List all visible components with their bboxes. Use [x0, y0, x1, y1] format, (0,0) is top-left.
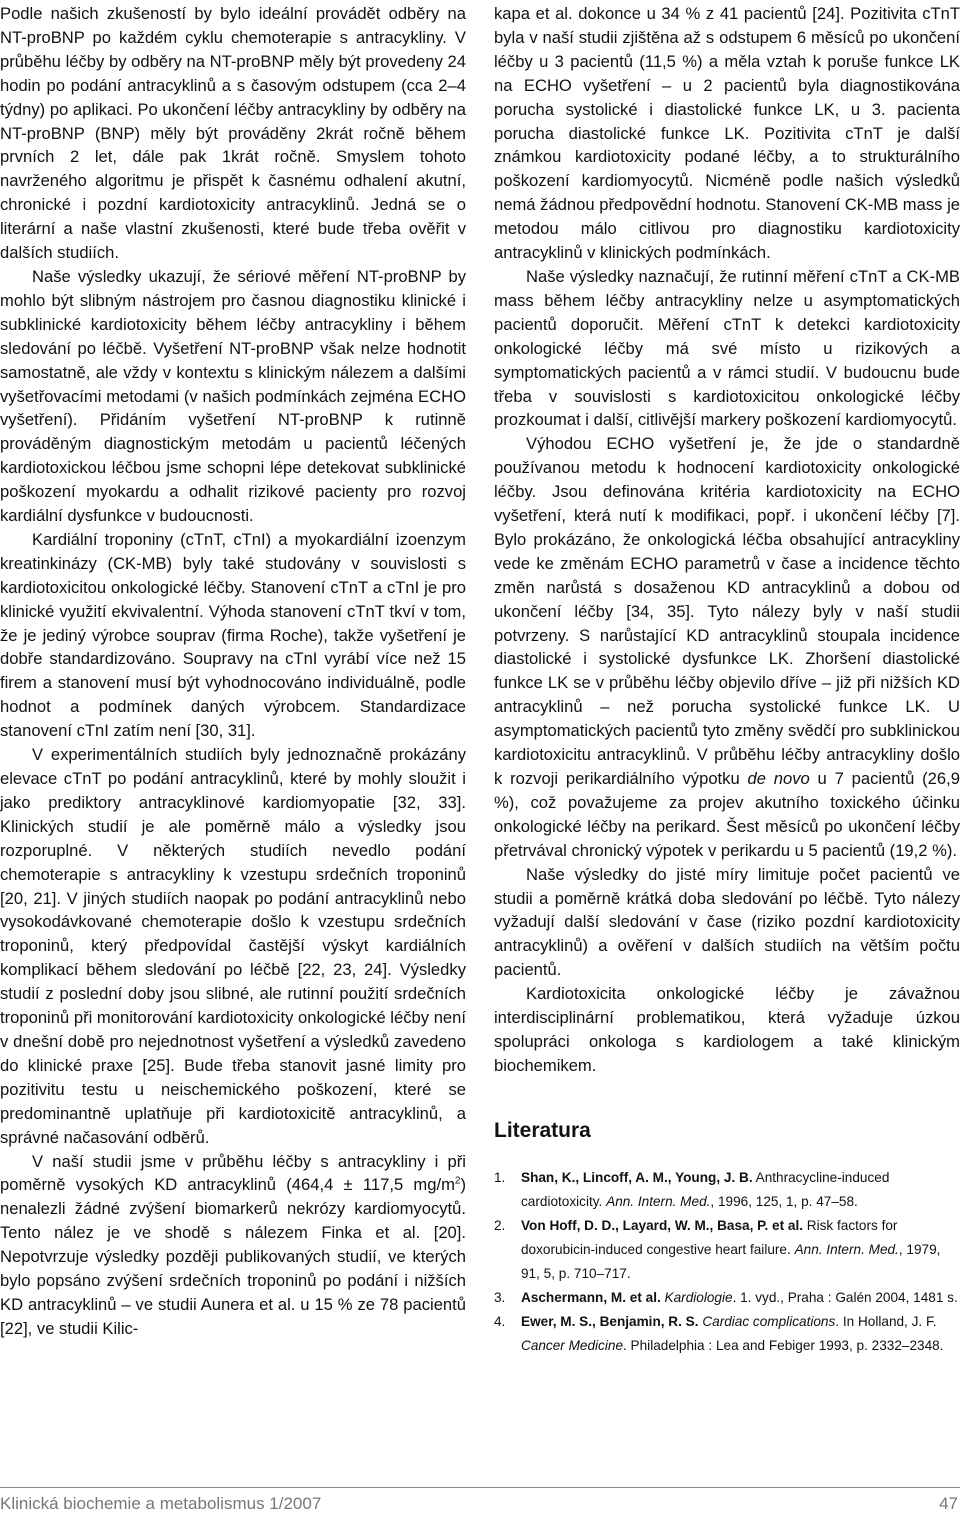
paragraph: Naše výsledky naznačují, že rutinní měření cTnT a CK-MB mass během léčby antracykliny nelze u asymptomatických pacientů doporučit. Měření cTnT k detekci kardiotoxicity onkologické léčby má své místo u rizikových a symptomatických pacientů a v rámci studií. V budoucnu bude třeba v souvislosti s kardiotoxicitou onkologické léčby prozkoumat i další, citlivější markery poškození kardiomyocytů. [494, 266, 960, 430]
paragraph: Kardiotoxicita onkologické léčby je závažnou interdisciplinární problematikou, která vyžaduje úzkou spolupráci onkologa s kardiologem a také klinickým biochemikem. [494, 984, 960, 1075]
reference-item [494, 1214, 960, 1286]
footer-divider [0, 1487, 960, 1488]
reference-journal: Ann. Intern. Med. [794, 1241, 899, 1257]
paragraph [0, 1150, 466, 1341]
footer-page-number: 47 [939, 1494, 958, 1513]
reference-number: 4. [494, 1313, 506, 1329]
text-run: ) nenalezli žádné zvýšení biomarkerů nekrózy kardiomyocytů. Tento nález je ve shodě s nálezem Finka et al. [20]. Nepotvrzuje výsledky později publikovaných studií, ve kterých bylo popsáno zvýšení srdečních troponinů po podání i nižších KD antracyklinů – ve studii Aunera et al. u 15 % ze 78 pacientů [22], ve studii Kilic- [0, 1175, 466, 1338]
reference-authors: Shan, K., Lincoff, A. M., Young, J. B. [521, 1169, 753, 1185]
reference-number: 3. [494, 1289, 506, 1305]
paragraph [494, 432, 960, 862]
reference-list [494, 1166, 960, 1358]
references-heading: Literatura [494, 1118, 591, 1142]
reference-details: . 1. vyd., Praha : Galén 2004, 1481 s. [732, 1289, 958, 1305]
superscript: 2 [454, 1175, 461, 1187]
reference-details: , 1996, 125, 1, p. 47–58. [710, 1193, 858, 1209]
paragraph: kapa et al. dokonce u 34 % z 41 pacientů [24]. Pozitivita cTnT byla v naší studii zjištěna až s odstupem 6 měsíců po ukončení léčby u 3 pacientů (11,5 %) a měla vztah k poruše funkce LK na ECHO vyšetření – u 2 pacientů byla diagnostikována porucha systolické i diastolické funkce LK, u 3. pacienta porucha diastolické funkce LK. Pozitivita cTnT je další známkou kardiotoxicity podané léčby, a to strukturálního poškození kardiomyocytů. Nicméně podle našich výsledků nemá žádnou předpovědní hodnotu. Stanovení CK-MB mass je metodou málo citlivou pro diagnostiku kardiotoxicity antracyklinů v klinických podmínkách. [494, 4, 960, 263]
paragraph: Kardiální troponiny (cTnT, cTnI) a myokardiální izoenzym kreatinkinázy (CK-MB) byly také studovány v souvislosti s kardiotoxicitou onkologické léčby. Stanovení cTnT a cTnI je pro klinické využití ekvivalentní. Výhoda stanovení cTnT tkví v tom, že je jediný výrobce souprav (firma Roche), takže vyšetření je dobře standardizováno. Soupravy na cTnI vyrábí více než 15 firem a stanovení musí být vyhodnocováno individuálně, podle hodnot a podmínek daných výrobcem. Standardizace stanovení cTnI zatím není [30, 31]. [0, 529, 466, 741]
paragraph: Naše výsledky ukazují, že sériové měření NT-proBNP by mohlo být slibným nástrojem pro časnou diagnostiku klinické i subklinické kardiotoxicity během léčby antracykliny i během sledování po léčbě. Vyšetření NT-proBNP však nelze hodnotit samostatně, ale vždy v kontextu s klinickým nálezem a dalšími vyšetřovacími metodami (v našich podmínkách zejména ECHO vyšetření). Přidáním vyšetření NT-proBNP k rutinně prováděným diagnostickým metodám u pacientů léčených kardiotoxickou léčbou jsme schopni lépe detekovat subklinické poškození myokardu a odhalit rizikové pacienty pro rozvoj kardiální dysfunkce v budoucnosti. [0, 266, 466, 526]
paragraph: Naše výsledky do jisté míry limituje počet pacientů ve studii a poměrně krátká doba sledování po léčbě. Tyto nálezy vyžadují další sledování v čase (riziko pozdní kardiotoxicity antracyklinů) a ověření v dalších studiích na větším počtu pacientů. [494, 864, 960, 980]
text-run: V naší studii jsme v průběhu léčby s antracykliny i při poměrně vysokých KD antracyklinů (464,4 ± 117,5 mg/m [0, 1151, 466, 1195]
reference-authors: Von Hoff, D. D., Layard, W. M., Basa, P. et al. [521, 1217, 804, 1233]
reference-book: Cancer Medicine [521, 1337, 623, 1353]
text-run: Výhodou ECHO vyšetření je, že jde o standardně používanou metodu k hodnocení kardiotoxicity onkologické léčby. Jsou definována kritéria kardiotoxicity na ECHO vyšetření, která nutí k modifikaci, popř. i ukončení léčby [7]. Bylo prokázáno, že onkologická léčba obsahující antracykliny vede ke změnám ECHO parametrů v čase a incidence těchto změn narůstá s dosaženou KD antracyklinů a dobou od ukončení léčby [34, 35]. Tyto nálezy byly v naší studii potvrzeny. S narůstající KD antracyklinů stoupala incidence diastolické i systolické dysfunkce LK. Zhoršení diastolické funkce LK se v průběhu léčby objevilo dříve – již při nižších KD antracyklinů – než porucha systolické funkce LK. U asymptomatických pacientů tyto změny svědčí pro subklinickou kardiotoxicitu antracyklinů. V průběhu léčby antracykliny došlo k rozvoji perikardiálního výpotku [494, 434, 960, 788]
reference-number: 2. [494, 1217, 506, 1233]
italic-text: de novo [747, 769, 810, 788]
reference-number: 1. [494, 1169, 506, 1185]
reference-authors: Ewer, M. S., Benjamin, R. S. [521, 1313, 699, 1329]
paragraph: Podle našich zkušeností by bylo ideální provádět odběry na NT-proBNP po každém cyklu chemoterapie s antracykliny. V průběhu léčby by odběry na NT-proBNP měly být provedeny 24 hodin po podání antracyklinů a s časovým odstupem (cca 2–4 týdny) po aplikaci. Po ukončení léčby antracykliny by odběry na NT-proBNP (BNP) měly být prováděny 2krát ročně během prvních 2 let, dále pak 1krát ročně. Smyslem tohoto navrženého algoritmu je přispět k časnému odhalení akutní, chronické i pozdní kardiotoxicity antracyklinů. Jedná se o literární a naše vlastní zkušenosti, které bude třeba ověřit v dalších studiích. [0, 4, 466, 263]
footer-journal-name: Klinická biochemie a metabolismus 1/2007 [0, 1494, 322, 1513]
reference-authors: Aschermann, M. et al. [521, 1289, 661, 1305]
reference-journal: Cardiac complications [702, 1313, 836, 1329]
reference-title: Anthracycline-induced cardiotoxicity. [521, 1169, 890, 1209]
text-run: u 7 pacientů (26,9 %), což považujeme za projev akutního toxického účinku onkologické léčby na perikard. Šest měsíců po ukončení léčby přetrvával chronický výpotek v perikardu u 5 pacientů (19,2 %). [494, 769, 960, 860]
reference-journal: Ann. Intern. Med. [606, 1193, 711, 1209]
reference-details: . Philadelphia : Lea and Febiger 1993, p. 2332–2348. [623, 1337, 944, 1353]
reference-item [494, 1286, 960, 1310]
reference-details: . In Holland, J. F. [835, 1313, 937, 1329]
reference-item [494, 1310, 960, 1358]
right-column [494, 2, 960, 1358]
reference-title: Risk factors for doxorubicin-induced congestive heart failure. [521, 1217, 898, 1257]
reference-item [494, 1166, 960, 1214]
reference-journal: Kardiologie [664, 1289, 733, 1305]
paragraph: V experimentálních studiích byly jednoznačně prokázány elevace cTnT po podání antracyklinů, které by mohly sloužit i jako prediktory antracyklinové kardiomyopatie [32, 33]. Klinických studií je ale poměrně málo a výsledky jsou rozporuplné. V některých studiích nevedlo podání chemoterapie s antracykliny k vzestupu srdečních troponinů [20, 21]. V jiných studiích naopak po podání antracyklinů nebo vysokodávkované chemoterapie došlo k vzestupu srdečních troponinů, který předpovídal častější výskyt kardiálních komplikací během sledování po léčbě [22, 23, 24]. Výsledky studií z poslední doby jsou slibné, ale rutinní použití srdečních troponinů při monitorování kardiotoxicity onkologické léčby není v dnešní době pro nejednotnost vyšetření a výsledků zavedeno do klinické praxe [25]. Bude třeba stanovit jasné limity pro pozitivitu testu u neischemického poškození, které se predominantně uplatňuje při kardiotoxicitě antracyklinů, a správné načasování odběrů. [0, 745, 466, 1147]
reference-details: , 1979, 91, 5, p. 710–717. [521, 1241, 941, 1281]
left-column [0, 2, 466, 1341]
